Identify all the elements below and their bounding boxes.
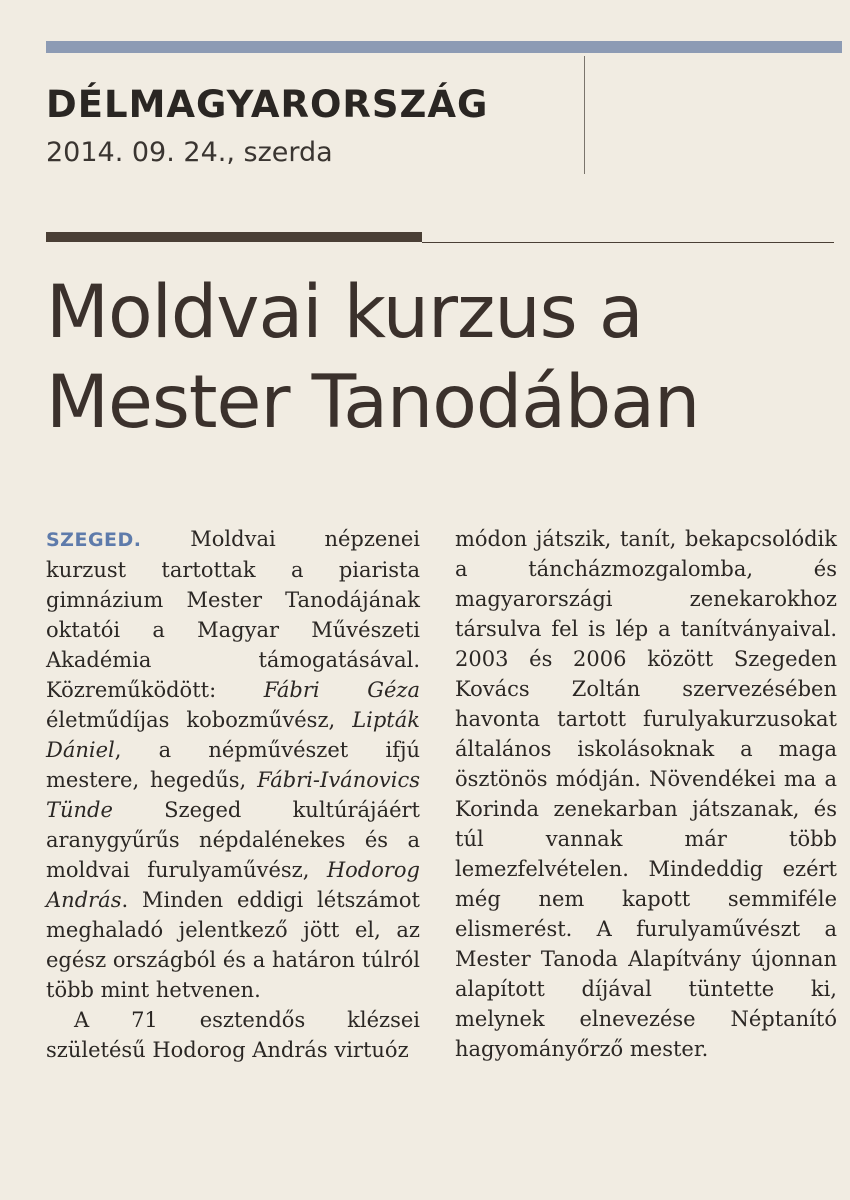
headline-line-1: Moldvai kurzus a bbox=[46, 270, 643, 355]
article-column-left bbox=[46, 524, 420, 1065]
person-name: Fábri-Ivánovics Tünde bbox=[46, 768, 420, 822]
paragraph-text: , a népművészet ifjú mestere, hegedűs, bbox=[46, 738, 420, 792]
article-paragraph-continued: módon játszik, tanít, bekapcsolódik a táncházmozgalomba, és magyarországi zenekarokhoz társulva fel is lép a tanítványaival. 2003 és 2006 között Szegeden Kovács Zoltán szervezésében havonta tartott furulyakurzusokat általános iskolásoknak a maga ösztönös módján. Növendékei ma a Korinda zenekarban játszanak, és túl vannak már több lemezfelvételen. Mindeddig ezért még nem kapott semmiféle elismerést. A furulyaművészt a Mester Tanoda Alapítvány újonnan alapított díjával tüntette ki, melynek elnevezése Néptanító hagyományőrző mester. bbox=[455, 527, 837, 1061]
newspaper-masthead: DÉLMAGYARORSZÁG bbox=[46, 83, 489, 126]
header-column-divider bbox=[584, 56, 585, 174]
top-color-rule bbox=[46, 41, 842, 53]
article-headline bbox=[46, 268, 836, 448]
person-name: Fábri Géza bbox=[263, 678, 420, 702]
person-name: Lipták Dániel bbox=[46, 708, 420, 762]
issue-date: 2014. 09. 24., szerda bbox=[46, 137, 333, 168]
dateline: SZEGED. bbox=[46, 529, 142, 551]
paragraph-text: életműdíjas kobozművész, bbox=[46, 708, 353, 732]
article-paragraph-2: A 71 esztendős klézsei születésű Hodorog András virtuóz bbox=[46, 1008, 420, 1062]
section-rule-thin bbox=[422, 242, 834, 243]
section-rule-thick bbox=[46, 232, 422, 242]
paragraph-text: Moldvai népzenei kurzust tartottak a piarista gimnázium Mester Tanodájának oktatói a Magyar Művészeti Akadémia támogatásával. Közreműködött: bbox=[46, 527, 420, 702]
paragraph-text: . Minden eddigi létszámot meghaladó jelentkező jött el, az egész országból és a határon túlról több mint hetvenen. bbox=[46, 888, 420, 1002]
person-name: Hodorog András bbox=[46, 858, 420, 912]
headline-line-2: Mester Tanodában bbox=[46, 360, 700, 445]
paragraph-text: Szeged kultúrájáért aranygyűrűs népdalénekes és a moldvai furulyaművész, bbox=[46, 798, 420, 882]
article-paragraph-1 bbox=[46, 524, 420, 1005]
article-column-right bbox=[455, 524, 837, 1064]
